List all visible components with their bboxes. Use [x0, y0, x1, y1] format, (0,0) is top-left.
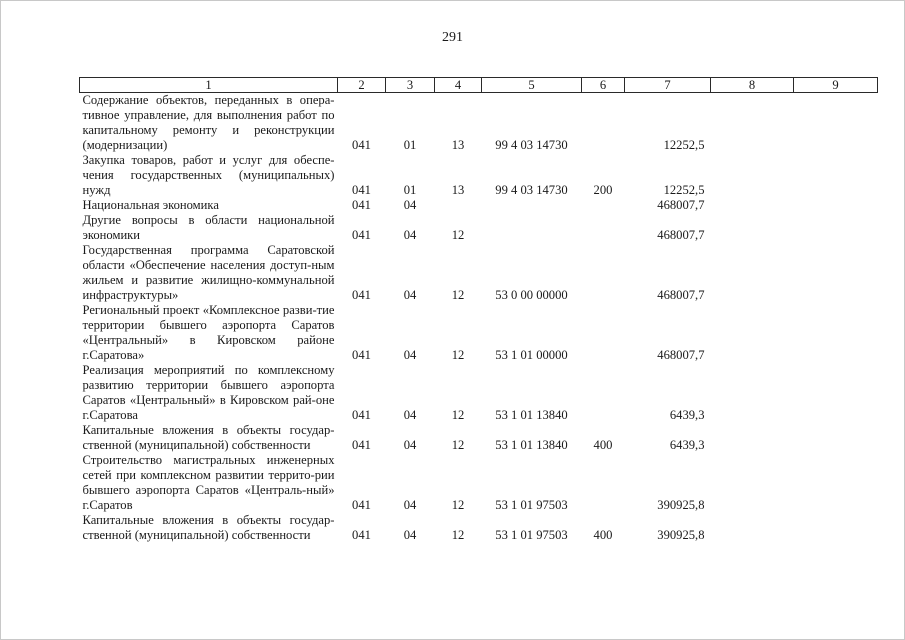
subsection-code: 12	[451, 438, 465, 452]
ministry-code: 041	[352, 288, 371, 302]
subsection-code: 12	[451, 528, 465, 542]
target-article-code	[482, 198, 582, 213]
ministry-code: 041	[352, 498, 371, 512]
amount: 12252,5	[663, 138, 705, 152]
subsection-code: 12	[451, 498, 465, 512]
target-article-code: 99 4 03 14730	[495, 183, 568, 197]
section-code: 04	[403, 288, 417, 302]
expense-type-code: 400	[593, 438, 613, 452]
column-9-value	[794, 243, 878, 303]
table-row	[80, 513, 878, 543]
section-code: 04	[403, 198, 417, 212]
section-code: 04	[403, 528, 417, 542]
page-number: 291	[442, 30, 463, 45]
section-code: 01	[403, 138, 417, 152]
column-header: 3	[386, 78, 435, 93]
column-8-value	[711, 213, 794, 243]
expense-type-code	[582, 243, 625, 303]
amount: 468007,7	[657, 288, 705, 302]
row-description: Капитальные вложения в объекты государ-ственной (муниципальной) собственности	[82, 423, 335, 452]
budget-table	[79, 77, 878, 543]
column-8-value	[711, 153, 794, 198]
column-9-value	[794, 423, 878, 453]
column-8-value	[711, 423, 794, 453]
column-header: 9	[794, 78, 878, 93]
column-header: 2	[338, 78, 386, 93]
subsection-code: 12	[451, 348, 465, 362]
table-row	[80, 453, 878, 513]
column-8-value	[711, 303, 794, 363]
section-code: 04	[403, 228, 417, 242]
expense-type-code: 200	[593, 183, 613, 197]
row-description: Государственная программа Саратовской области «Обеспечение населения доступ-ным жильем и развитие жилищно-коммунальной инфраструктуры»	[82, 243, 335, 302]
expense-type-code	[582, 303, 625, 363]
table-row	[80, 213, 878, 243]
column-8-value	[711, 453, 794, 513]
expense-type-code	[582, 198, 625, 213]
expense-type-code	[582, 363, 625, 423]
subsection-code: 13	[451, 138, 465, 152]
expense-type-code: 400	[593, 528, 613, 542]
column-9-value	[794, 153, 878, 198]
target-article-code: 99 4 03 14730	[495, 138, 568, 152]
column-header: 7	[625, 78, 711, 93]
amount: 468007,7	[657, 198, 705, 212]
row-description: Другие вопросы в области национальной экономики	[82, 213, 335, 242]
row-description: Строительство магистральных инженерных сетей при комплексном развитии террито-рии бывшего аэропорта Саратов «Централь-ный» г.Саратов	[82, 453, 335, 512]
section-code: 04	[403, 408, 417, 422]
table-row	[80, 198, 878, 213]
column-8-value	[711, 363, 794, 423]
ministry-code: 041	[352, 198, 371, 212]
target-article-code: 53 1 01 97503	[495, 528, 568, 542]
expense-type-code	[582, 213, 625, 243]
column-header: 1	[80, 78, 338, 93]
section-code: 04	[403, 498, 417, 512]
row-description: Региональный проект «Комплексное разви-тие территории бывшего аэропорта Саратов «Центральный» в Кировском районе г.Саратова»	[82, 303, 335, 362]
ministry-code: 041	[352, 408, 371, 422]
subsection-code: 12	[451, 288, 465, 302]
subsection-code: 13	[451, 183, 465, 197]
column-header: 5	[482, 78, 582, 93]
column-header: 8	[711, 78, 794, 93]
amount: 390925,8	[657, 528, 705, 542]
ministry-code: 041	[352, 438, 371, 452]
row-description: Национальная экономика	[82, 198, 219, 212]
target-article-code: 53 1 01 13840	[495, 438, 568, 452]
subsection-code	[435, 198, 482, 213]
column-9-value	[794, 513, 878, 543]
target-article-code	[482, 213, 582, 243]
amount: 468007,7	[657, 348, 705, 362]
column-8-value	[711, 513, 794, 543]
ministry-code: 041	[352, 183, 371, 197]
section-code: 01	[403, 183, 417, 197]
table-row	[80, 93, 878, 154]
column-header: 6	[582, 78, 625, 93]
target-article-code: 53 1 01 00000	[495, 348, 568, 362]
amount: 6439,3	[669, 408, 705, 422]
target-article-code: 53 0 00 00000	[495, 288, 568, 302]
expense-type-code	[582, 453, 625, 513]
column-9-value	[794, 198, 878, 213]
target-article-code: 53 1 01 97503	[495, 498, 568, 512]
table-row	[80, 303, 878, 363]
column-9-value	[794, 213, 878, 243]
row-description: Капитальные вложения в объекты государ-ственной (муниципальной) собственности	[82, 513, 335, 542]
column-header: 4	[435, 78, 482, 93]
amount: 6439,3	[669, 438, 705, 452]
table-row	[80, 153, 878, 198]
target-article-code: 53 1 01 13840	[495, 408, 568, 422]
row-description: Закупка товаров, работ и услуг для обеспе-чения государственных (муниципальных) нужд	[82, 153, 335, 197]
table-row	[80, 363, 878, 423]
column-9-value	[794, 303, 878, 363]
amount: 468007,7	[657, 228, 705, 242]
ministry-code: 041	[352, 138, 371, 152]
ministry-code: 041	[352, 228, 371, 242]
column-8-value	[711, 243, 794, 303]
ministry-code: 041	[352, 348, 371, 362]
subsection-code: 12	[451, 228, 465, 242]
amount: 390925,8	[657, 498, 705, 512]
subsection-code: 12	[451, 408, 465, 422]
amount: 12252,5	[663, 183, 705, 197]
ministry-code: 041	[352, 528, 371, 542]
section-code: 04	[403, 348, 417, 362]
table-row	[80, 423, 878, 453]
expense-type-code	[582, 93, 625, 154]
column-9-value	[794, 93, 878, 154]
column-8-value	[711, 198, 794, 213]
table-row	[80, 243, 878, 303]
row-description: Реализация мероприятий по комплексному развитию территории бывшего аэропорта Саратов «Центральный» в Кировском рай-оне г.Саратова	[82, 363, 335, 422]
section-code: 04	[403, 438, 417, 452]
row-description: Содержание объектов, переданных в опера-тивное управление, для выполнения работ по капитальному ремонту и реконструкции (модернизации)	[82, 93, 335, 152]
table-header-row	[80, 78, 878, 93]
column-8-value	[711, 93, 794, 154]
column-9-value	[794, 453, 878, 513]
column-9-value	[794, 363, 878, 423]
